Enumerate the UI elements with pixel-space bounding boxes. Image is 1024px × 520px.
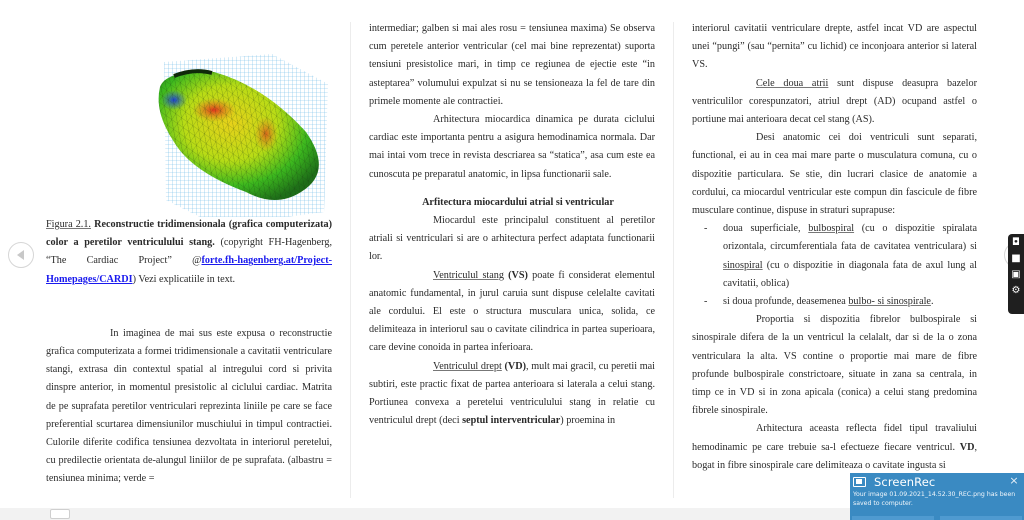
toast-message: Your image 01.09.2021_14.52.30_REC.png has been saved to computer. [853,491,1016,507]
page-2 [369,20,655,430]
chevron-left-icon [17,250,24,260]
3d-ventricle-mesh-image [96,32,331,217]
page-divider [673,22,674,498]
figure-caption-text-end: ) Vezi explicatiile in text. [132,273,236,285]
list-item-text: si doua profunde, deasemenea [723,296,849,308]
paragraph: intermediar; galben si mai ales rosu = tensiunea maxima) Se observa cum peretele anterior ventricular (cel mai bine reprezentat) suporta tensiuni presistolice mari, in timp ce regiunea de ejectie este “in asteptarea” volumului expulzat si nu se tensioneaza la fel de tare din primele momente ale contractiei. [369,23,655,107]
term-septum: septul interventricular [462,415,561,427]
paragraph [369,358,655,431]
paragraph: Desi anatomic cei doi ventriculi sunt separati, functional, ei au in cea mai mare parte o musculatura comuna, cu o dispozitie particulara. Se stie, din lucrari clasice de anatomie a cordului, ca miocardul ventricular este compun din fascicule de fibre musculare continue, dispuse in straturi suprapuse: [692,132,977,217]
term-sinospiral: sinospiral [723,259,763,271]
figure-caption [46,216,332,289]
paragraph-text: sunt dispuse deasupra bazelor ventriculilor corespunzatori, atriul drept (AD) ocupand astfel o portiune mai anterioara decat cel stang (AS). [692,77,977,126]
paragraph-text: , bogat in fibre sinospirale care delimiteaza o cavitate ingusta si [692,441,977,471]
close-icon[interactable]: × [1009,474,1019,487]
paragraph [692,420,977,475]
paragraph [369,267,655,358]
gear-icon[interactable]: ⚙ [1011,285,1021,296]
screenshot-camera-icon[interactable]: ◘ [1012,237,1020,248]
figure-caption-text: (copyright FH-Hagenberg, “The Cardiac Project” @ [46,237,333,267]
fiber-layers-list [692,220,977,311]
list-item-text: doua superficiale, [723,223,809,235]
screenrec-side-toolbar [1008,234,1024,314]
figure-source-link[interactable]: forte.fh-hagenberg.at/Project-Homepages/CARDI [46,255,332,285]
list-item-text: (cu o dispozitie in diagonala fata de axul lung al cavitatii, oblica) [723,259,977,289]
list-item-text: . [930,296,934,308]
paragraph: Proportia si dispozitia fibrelor bulbospirale si sinospirale difera de la un ventricul la celalalt, dar si de la o zona ventriculara la alta. VS contine o proportie mai mare de fibre profunde bulbospirale constrictoare, situate in zana sa centrala, in timp ce in VD si in zona apicala (conica) a celui stang predomina fibrele sinospirale. [692,314,977,417]
figure-label: Figura 2.1. [46,219,91,230]
term-bulbo-sinospirale: bulbo- si sinospirale [848,296,931,308]
video-camera-icon[interactable]: ■ [1011,253,1021,264]
scroll-thumb[interactable] [50,509,70,519]
toast-header [850,474,1024,490]
paragraph: interiorul cavitatii ventriculare drepte, astfel incat VD are aspectul unei “pungi” (sau “pernita” cu lichid) ce inconjoara anterior si lateral VS. [692,23,977,71]
paragraph-text: poate fi considerat elementul anatomic fundamental, in jurul caruia sunt dispuse celelalte cavitati ale cordului. El este o structura musculara unica, solida, ce delimiteaza in interiorul sau o cavitate cilindrica in partea superioara, care devine conoida in partea inferioara. [369,269,655,354]
paragraph-text: , mult mai gracil, cu peretii mai subtiri, este practic fixat de partea anterioara si laterala a celui stang. Portiunea convexa a peretelui ventriculului stang in relatie cu ventriculul drept (deci [369,360,656,427]
page-1 [46,20,332,489]
figure-caption-title: Reconstructie tridimensionala (grafica computerizata) color a peretilor ventriculului stang. [46,219,332,249]
list-item-text: (cu o dispozitie spiralata orizontala, circumferentiala fata de cavitatea ventriculara) si [723,223,977,253]
screenrec-notification [850,473,1024,520]
term-bulbospiral: bulbospiral [808,223,855,235]
spacer [369,184,655,194]
term-atria: Cele doua atrii [756,77,829,89]
paragraph-text: Arhitectura aceasta reflecta fidel tipul travaliului hemodinamic pe care trebuie sa-l efectueze fiecare ventricul. [692,423,977,453]
paragraph: In imaginea de mai sus este expusa o reconstructie grafica computerizata a formei tridimensionale a cavitatii ventriculare stangi, extrasa din contextul spatial al intregului cord si privita dinspre anterior, in momentul presistolic al ciclului cardiac. Matrita de pe suprafata peretilor ventriculari reprezinta liniile pe care se face preferential scurtarea dimensiunilor muschiului in timpul contractiei. Culorile diferite codifica tensiunea dezvoltata in interiorul peretelui, cu predilectie orientata de-alungul liniilor de pe suprafata. (albastru = tensiunea minima; verde = [46,327,332,485]
abbr-vd: VD [959,441,975,453]
paragraph-text: ) proemina in [560,415,616,427]
toast-action-button[interactable] [852,516,934,520]
spacer [46,289,332,325]
toast-actions [850,516,1024,520]
abbr-vd: (VD) [504,360,526,372]
term-vs: Ventriculul stang [433,269,504,281]
monitor-icon [853,477,866,487]
previous-page-button[interactable] [8,242,34,268]
paragraph: Arhitectura miocardica dinamica pe durata ciclului cardiac este importanta pentru a asigura hemodinamica normala. Dar mai intai vom trece in revista descriarea sa “statica”, asa cum este ea cunoscuta pe preparatul anatomic, in lipsa functionarii sale. [369,114,655,180]
list-item [692,220,977,293]
figure-ventricle-reconstruction [46,20,332,210]
toast-action-button[interactable] [940,516,1022,520]
toast-title: ScreenRec [874,475,936,489]
list-item [692,293,977,311]
page-divider [350,22,351,498]
abbr-vs: (VS) [508,269,528,281]
paragraph: Miocardul este principalul constituent al peretilor atriali si ventriculari si are o arhitectura perfect adaptata functionarii lor. [369,215,655,263]
gallery-icon[interactable]: ▣ [1011,269,1021,280]
term-vd: Ventriculul drept [433,360,502,372]
section-heading: Arfitectura miocardului atrial si ventricular [422,196,614,208]
page-3 [692,20,977,475]
paragraph [692,75,977,130]
